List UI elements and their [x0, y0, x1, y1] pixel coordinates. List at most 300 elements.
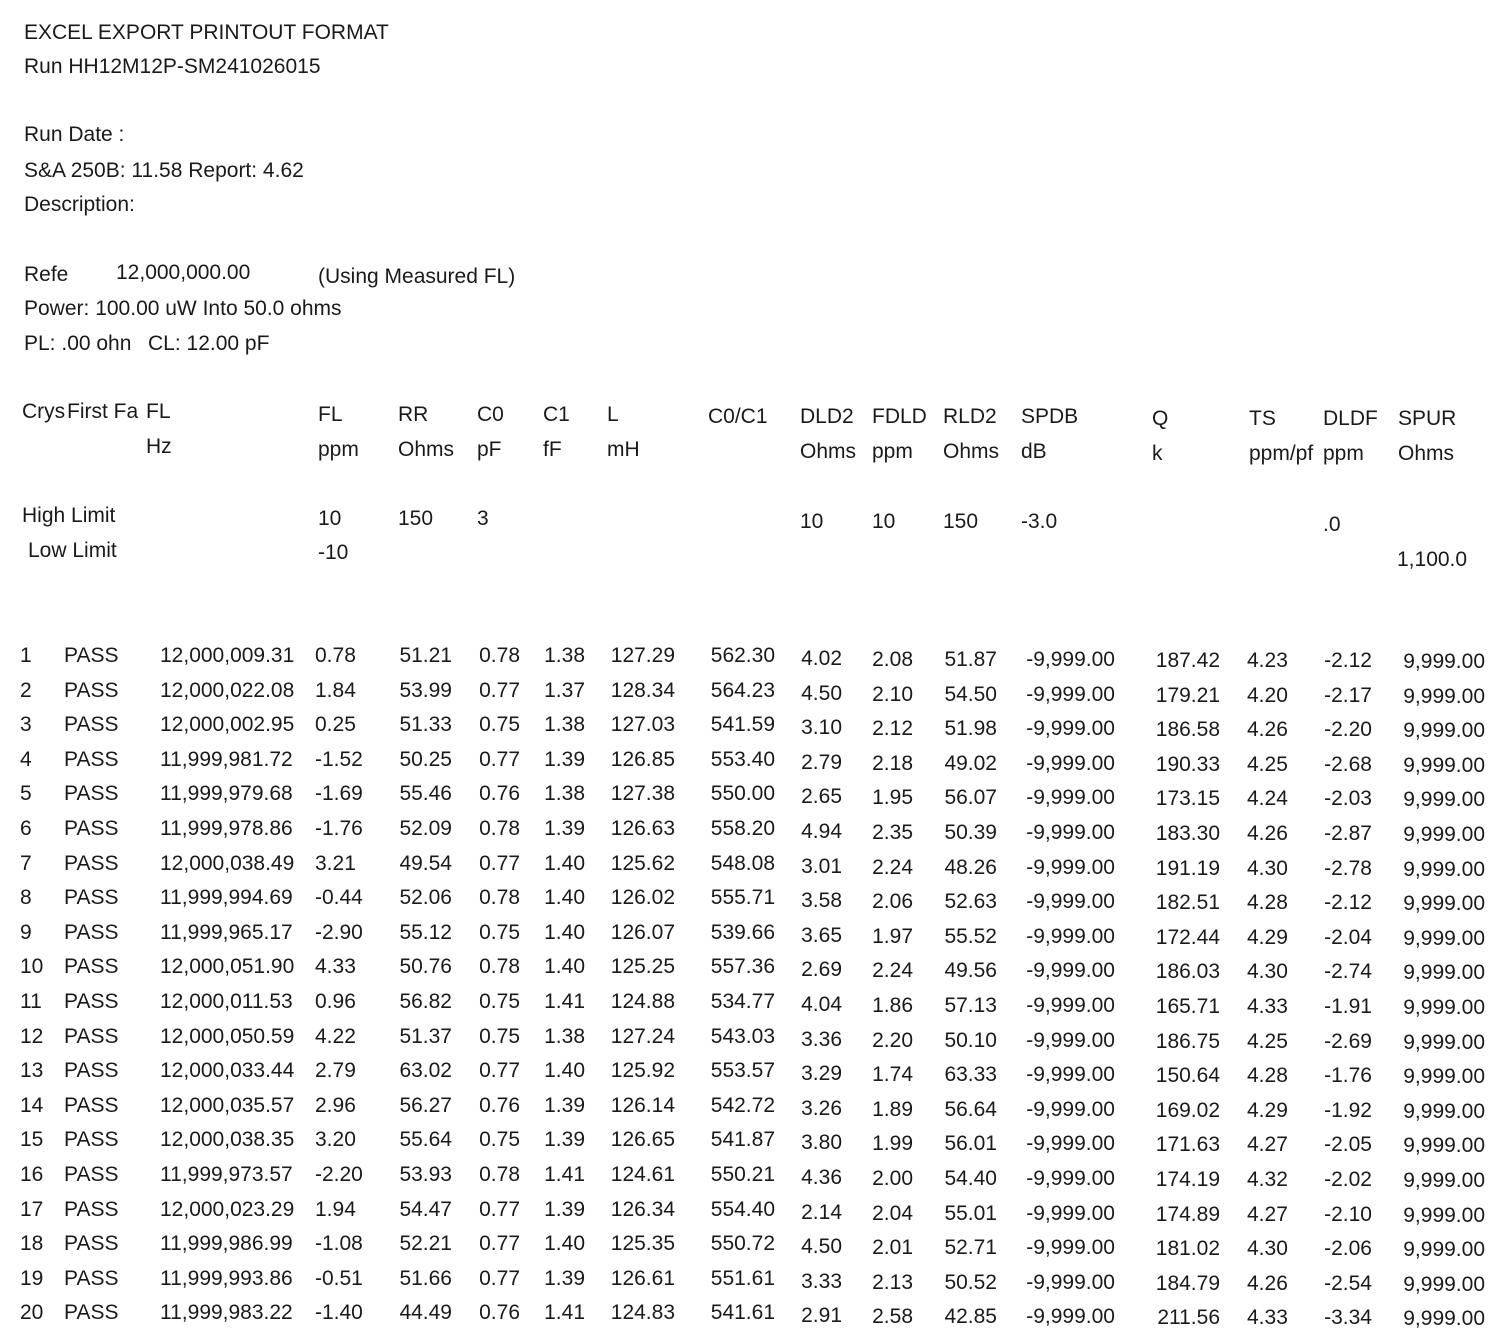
cell-spdb: -9,999.00: [1026, 994, 1115, 1017]
cell-c1: 1.39: [544, 1197, 585, 1221]
cell-c1: 1.37: [544, 678, 585, 702]
cell-c0: 0.78: [479, 955, 520, 979]
low-limit-fl-ppm: -10: [318, 541, 349, 564]
cell-crystal: 19: [20, 1266, 44, 1290]
cell-ts: 4.30: [1247, 1237, 1288, 1261]
cell-c1: 1.39: [544, 817, 585, 840]
cell-crystal: 11: [20, 990, 42, 1013]
cell-dld2: 3.10: [801, 716, 842, 740]
pl-info: PL: .00 ohn: [24, 332, 132, 355]
cell-rld2: 63.33: [944, 1063, 997, 1087]
cell-spur: 9,999.00: [1403, 1099, 1485, 1123]
low-limit-spur: 1,100.0: [1397, 548, 1468, 571]
cell-first-fail: PASS: [64, 1163, 119, 1186]
cell-fl-hz: 12,000,023.29: [160, 1197, 295, 1221]
cell-fdld: 2.58: [872, 1305, 913, 1329]
cell-c1: 1.40: [544, 851, 585, 875]
column-header-fl-ppm: FL: [318, 403, 343, 426]
run-id: Run HH12M12P-SM241026015: [24, 55, 321, 78]
cell-c1: 1.40: [544, 1232, 585, 1256]
column-header-fdld: FDLD: [872, 405, 927, 428]
cell-c0: 0.76: [479, 782, 520, 806]
cell-spur: 9,999.00: [1403, 719, 1485, 743]
cell-fdld: 2.00: [872, 1167, 913, 1190]
cell-q: 187.42: [1155, 649, 1220, 672]
cell-dldf: -2.68: [1324, 752, 1372, 776]
cell-fl-hz: 12,000,009.31: [160, 644, 295, 667]
cell-first-fail: PASS: [64, 920, 119, 944]
column-header-c0-c1: C0/C1: [708, 405, 768, 428]
cell-crystal: 2: [20, 678, 32, 702]
cell-q: 169.02: [1155, 1098, 1220, 1122]
cell-dld2: 3.36: [801, 1027, 842, 1051]
cell-fdld: 1.86: [872, 994, 913, 1017]
cell-dld2: 4.50: [801, 681, 842, 705]
cell-fl-ppm: 1.84: [315, 678, 356, 702]
cell-c1: 1.41: [544, 1163, 585, 1186]
cell-l: 126.63: [610, 817, 675, 840]
cell-c0-c1: 564.23: [710, 678, 775, 702]
cell-crystal: 14: [20, 1093, 44, 1117]
cell-dld2: 4.04: [801, 993, 842, 1016]
column-unit-spdb: dB: [1021, 440, 1047, 463]
cell-dld2: 2.69: [801, 958, 842, 982]
cell-rld2: 55.01: [944, 1201, 997, 1225]
cell-q: 171.63: [1155, 1133, 1220, 1157]
column-header-spur: SPUR: [1398, 407, 1457, 430]
high-limit-dld2: 10: [800, 510, 824, 533]
cell-spdb: -9,999.00: [1026, 924, 1115, 948]
cell-dld2: 3.65: [801, 923, 842, 947]
cell-crystal: 5: [20, 782, 32, 806]
column-unit-fl-hz: Hz: [146, 435, 172, 458]
cell-ts: 4.27: [1247, 1202, 1288, 1226]
cell-dld2: 3.26: [801, 1096, 842, 1120]
cell-q: 190.33: [1155, 752, 1220, 776]
cell-c1: 1.41: [544, 1301, 585, 1325]
cell-c0-c1: 550.21: [710, 1163, 775, 1186]
column-unit-dld2: Ohms: [800, 440, 857, 463]
cell-fdld: 2.04: [872, 1201, 913, 1225]
cell-dld2: 3.01: [801, 854, 842, 878]
reference-note: (Using Measured FL): [318, 265, 516, 288]
cell-c0: 0.77: [479, 1266, 520, 1290]
cell-dld2: 4.50: [801, 1235, 842, 1259]
cell-l: 125.35: [610, 1232, 675, 1256]
cell-q: 184.79: [1155, 1271, 1220, 1295]
cell-fl-hz: 12,000,033.44: [160, 1059, 295, 1083]
cell-ts: 4.26: [1247, 1271, 1288, 1295]
cell-first-fail: PASS: [64, 782, 119, 806]
cell-l: 124.88: [610, 990, 675, 1013]
cell-crystal: 3: [20, 713, 32, 737]
cell-first-fail: PASS: [64, 713, 119, 737]
high-limit-fl-ppm: 10: [318, 507, 342, 530]
cell-c0: 0.75: [479, 990, 520, 1013]
cell-c0-c1: 553.40: [710, 747, 775, 771]
cell-fdld: 1.95: [872, 786, 913, 810]
cell-crystal: 18: [20, 1232, 44, 1256]
cell-spdb: -9,999.00: [1026, 1063, 1115, 1087]
cell-first-fail: PASS: [64, 1197, 119, 1221]
cell-c0-c1: 553.57: [710, 1059, 775, 1083]
cell-ts: 4.25: [1247, 752, 1288, 776]
cell-l: 127.29: [610, 644, 675, 667]
cell-l: 125.62: [610, 851, 675, 875]
cell-ts: 4.28: [1247, 1064, 1288, 1088]
cell-spur: 9,999.00: [1403, 823, 1485, 846]
cell-ts: 4.27: [1247, 1133, 1288, 1157]
cell-fl-hz: 12,000,038.49: [160, 851, 295, 875]
cell-fl-ppm: -1.69: [315, 782, 363, 806]
cell-first-fail: PASS: [64, 886, 119, 910]
cell-dldf: -2.17: [1324, 683, 1372, 707]
cell-c0: 0.78: [479, 644, 520, 667]
high-limit-c0: 3: [477, 507, 489, 530]
cell-c1: 1.39: [544, 747, 585, 771]
cell-first-fail: PASS: [64, 1232, 119, 1256]
cell-c0: 0.76: [479, 1093, 520, 1117]
cell-spdb: -9,999.00: [1026, 959, 1115, 983]
cell-fl-hz: 11,999,978.86: [160, 817, 293, 840]
cell-dldf: -2.10: [1324, 1202, 1372, 1226]
cell-c0-c1: 542.72: [710, 1093, 775, 1117]
cell-spur: 9,999.00: [1403, 1134, 1485, 1158]
cell-c1: 1.39: [544, 1093, 585, 1117]
cell-dldf: -2.69: [1324, 1029, 1372, 1053]
cell-spdb: -9,999.00: [1026, 1132, 1115, 1156]
cell-fdld: 2.24: [872, 959, 913, 983]
column-header-q: Q: [1152, 407, 1169, 430]
reference-value: 12,000,000.00: [116, 261, 251, 284]
cell-rr: 63.02: [399, 1059, 452, 1083]
cell-c0-c1: 541.87: [710, 1128, 775, 1152]
cell-fl-hz: 11,999,983.22: [160, 1301, 293, 1325]
run-date: Run Date :: [24, 123, 125, 146]
cell-spur: 9,999.00: [1403, 1238, 1485, 1262]
cell-spur: 9,999.00: [1403, 1272, 1485, 1296]
column-header-rld2: RLD2: [943, 405, 997, 428]
cell-c0: 0.78: [479, 1163, 520, 1186]
cell-c0: 0.77: [479, 1059, 520, 1083]
cell-fl-hz: 11,999,986.99: [160, 1232, 293, 1256]
cell-q: 174.19: [1155, 1168, 1220, 1191]
cell-c1: 1.40: [544, 886, 585, 910]
cell-fdld: 2.10: [872, 682, 913, 706]
cell-q: 172.44: [1155, 925, 1220, 949]
cell-rld2: 49.02: [944, 751, 997, 775]
cell-fl-hz: 11,999,973.57: [160, 1163, 293, 1186]
column-unit-rld2: Ohms: [943, 440, 1000, 463]
cell-l: 126.85: [610, 747, 675, 771]
cell-q: 150.64: [1155, 1064, 1220, 1088]
cell-crystal: 7: [20, 851, 32, 875]
cell-c0: 0.77: [479, 1197, 520, 1221]
cell-spdb: -9,999.00: [1026, 682, 1115, 706]
cell-fl-ppm: 0.25: [315, 713, 356, 737]
cell-first-fail: PASS: [64, 1059, 119, 1083]
cell-first-fail: PASS: [64, 851, 119, 875]
cell-rr: 49.54: [399, 851, 452, 875]
cell-fl-ppm: 0.96: [315, 990, 356, 1013]
high-limit-fdld: 10: [872, 510, 896, 533]
cell-first-fail: PASS: [64, 1128, 119, 1152]
cell-q: 179.21: [1155, 683, 1220, 707]
cell-rld2: 50.10: [944, 1028, 997, 1052]
cell-rr: 52.06: [399, 886, 452, 910]
cell-dld2: 2.14: [801, 1200, 842, 1224]
cell-fdld: 2.13: [872, 1270, 913, 1294]
cell-rld2: 55.52: [944, 924, 997, 948]
cell-fdld: 1.89: [872, 1097, 913, 1121]
cell-l: 126.02: [610, 886, 675, 910]
cell-fl-ppm: 4.22: [315, 1024, 356, 1048]
cell-fdld: 2.35: [872, 821, 913, 844]
cell-l: 126.07: [610, 920, 675, 944]
cell-spdb: -9,999.00: [1026, 1167, 1115, 1190]
cell-fdld: 2.24: [872, 855, 913, 879]
cell-fdld: 2.20: [872, 1028, 913, 1052]
cell-q: 181.02: [1155, 1237, 1220, 1261]
cell-spur: 9,999.00: [1403, 857, 1485, 881]
cell-c0: 0.77: [479, 747, 520, 771]
cell-crystal: 4: [20, 747, 32, 771]
cell-dldf: -2.02: [1324, 1168, 1372, 1191]
cell-ts: 4.23: [1247, 649, 1288, 672]
cell-q: 182.51: [1155, 891, 1220, 915]
cell-c0: 0.75: [479, 713, 520, 737]
cell-fl-ppm: 1.94: [315, 1197, 356, 1221]
cell-fl-ppm: 2.79: [315, 1059, 356, 1083]
cell-crystal: 1: [20, 644, 32, 667]
cell-fdld: 2.01: [872, 1236, 913, 1260]
cell-c0-c1: 554.40: [710, 1197, 775, 1221]
cell-l: 124.83: [610, 1301, 675, 1325]
cell-fl-ppm: -2.90: [315, 920, 363, 944]
cell-first-fail: PASS: [64, 644, 119, 667]
cell-first-fail: PASS: [64, 1301, 119, 1325]
cell-rld2: 50.52: [944, 1270, 997, 1294]
cell-rld2: 49.56: [944, 959, 997, 983]
cell-first-fail: PASS: [64, 747, 119, 771]
cell-rld2: 56.01: [944, 1132, 997, 1156]
cell-c0-c1: 557.36: [710, 955, 775, 979]
cell-c0: 0.77: [479, 851, 520, 875]
cell-crystal: 9: [20, 920, 32, 944]
cell-rld2: 52.63: [944, 890, 997, 914]
column-unit-ts: ppm/pf: [1249, 442, 1314, 465]
cell-c1: 1.39: [544, 1266, 585, 1290]
cell-q: 186.75: [1155, 1029, 1220, 1053]
cell-l: 127.38: [610, 782, 675, 806]
cell-spur: 9,999.00: [1403, 1203, 1485, 1227]
cell-rld2: 42.85: [944, 1305, 997, 1329]
cell-crystal: 13: [20, 1059, 44, 1083]
cell-spur: 9,999.00: [1403, 892, 1485, 916]
cell-spur: 9,999.00: [1403, 788, 1485, 812]
cell-fl-hz: 11,999,979.68: [160, 782, 293, 806]
cell-rld2: 48.26: [944, 855, 997, 879]
cell-rr: 55.64: [399, 1128, 452, 1152]
cell-first-fail: PASS: [64, 1266, 119, 1290]
cell-ts: 4.29: [1247, 925, 1288, 949]
cell-dldf: -1.92: [1324, 1098, 1372, 1122]
column-header-crystal: Crys: [22, 400, 66, 423]
cell-spdb: -9,999.00: [1026, 890, 1115, 914]
cell-c1: 1.41: [544, 990, 585, 1013]
cell-first-fail: PASS: [64, 817, 119, 840]
cell-fdld: 2.06: [872, 890, 913, 914]
report-title: EXCEL EXPORT PRINTOUT FORMAT: [24, 21, 389, 44]
cell-c0-c1: 534.77: [710, 990, 775, 1013]
cell-dldf: -2.04: [1324, 925, 1372, 949]
cell-fl-ppm: 3.20: [315, 1128, 356, 1152]
cl-info: CL: 12.00 pF: [148, 332, 270, 355]
cell-rr: 51.66: [399, 1266, 452, 1290]
cell-c0-c1: 548.08: [710, 851, 775, 875]
cell-l: 125.92: [610, 1059, 675, 1083]
reference-label: Refe: [24, 263, 69, 286]
column-unit-fdld: ppm: [872, 440, 913, 463]
cell-spur: 9,999.00: [1403, 926, 1485, 950]
cell-spdb: -9,999.00: [1026, 1201, 1115, 1225]
cell-c1: 1.38: [544, 713, 585, 737]
column-unit-dldf: ppm: [1323, 442, 1364, 465]
low-limit-label: Low Limit: [28, 539, 117, 562]
cell-dldf: -1.76: [1324, 1064, 1372, 1088]
cell-rld2: 56.64: [944, 1097, 997, 1121]
cell-dldf: -2.20: [1324, 718, 1372, 742]
cell-ts: 4.25: [1247, 1029, 1288, 1053]
cell-dld2: 2.79: [801, 750, 842, 774]
cell-fl-ppm: 0.78: [315, 644, 356, 667]
cell-first-fail: PASS: [64, 955, 119, 979]
cell-dld2: 4.02: [801, 647, 842, 670]
cell-c0: 0.75: [479, 920, 520, 944]
cell-crystal: 8: [20, 886, 32, 910]
cell-c0: 0.77: [479, 1232, 520, 1256]
cell-rld2: 52.71: [944, 1236, 997, 1260]
column-header-fl-hz: FL: [146, 400, 171, 423]
column-header-c0: C0: [477, 403, 504, 426]
cell-dld2: 2.65: [801, 785, 842, 809]
cell-first-fail: PASS: [64, 1024, 119, 1048]
column-unit-fl-ppm: ppm: [318, 438, 359, 461]
high-limit-label: High Limit: [22, 504, 116, 527]
cell-dld2: 3.80: [801, 1131, 842, 1155]
column-header-ts: TS: [1249, 407, 1276, 430]
cell-c0-c1: 558.20: [710, 817, 775, 840]
cell-ts: 4.26: [1247, 718, 1288, 742]
cell-l: 124.61: [610, 1163, 675, 1186]
cell-spdb: -9,999.00: [1026, 821, 1115, 844]
cell-ts: 4.26: [1247, 822, 1288, 845]
cell-fl-ppm: 3.21: [315, 851, 356, 875]
cell-c0: 0.76: [479, 1301, 520, 1325]
column-header-dldf: DLDF: [1323, 407, 1378, 430]
cell-dldf: -2.74: [1324, 960, 1372, 984]
cell-fl-hz: 11,999,993.86: [160, 1266, 293, 1290]
cell-dldf: -1.91: [1324, 995, 1372, 1018]
cell-q: 191.19: [1155, 856, 1220, 880]
cell-spdb: -9,999.00: [1026, 1028, 1115, 1052]
cell-rr: 50.76: [399, 955, 452, 979]
cell-fl-hz: 12,000,011.53: [160, 990, 293, 1013]
cell-spur: 9,999.00: [1403, 961, 1485, 985]
cell-dldf: -3.34: [1324, 1306, 1372, 1330]
cell-rld2: 54.40: [944, 1167, 997, 1190]
cell-crystal: 6: [20, 817, 32, 840]
cell-rld2: 50.39: [944, 821, 997, 844]
cell-fl-hz: 12,000,002.95: [160, 713, 295, 737]
column-unit-c0: pF: [477, 438, 502, 461]
cell-c1: 1.40: [544, 1059, 585, 1083]
cell-dldf: -2.78: [1324, 856, 1372, 880]
cell-fl-hz: 11,999,965.17: [160, 920, 293, 944]
cell-dldf: -2.06: [1324, 1237, 1372, 1261]
cell-rr: 52.09: [399, 817, 452, 840]
cell-c1: 1.38: [544, 644, 585, 667]
cell-l: 128.34: [610, 678, 675, 702]
cell-q: 183.30: [1155, 822, 1220, 845]
cell-c1: 1.38: [544, 1024, 585, 1048]
cell-c0-c1: 562.30: [710, 644, 775, 667]
cell-q: 186.58: [1155, 718, 1220, 742]
cell-spur: 9,999.00: [1403, 996, 1485, 1019]
cell-spur: 9,999.00: [1403, 1065, 1485, 1089]
cell-ts: 4.28: [1247, 891, 1288, 915]
high-limit-rld2: 150: [943, 510, 979, 533]
cell-rld2: 57.13: [944, 994, 997, 1017]
cell-c1: 1.39: [544, 1128, 585, 1152]
version-info: S&A 250B: 11.58 Report: 4.62: [24, 159, 304, 182]
cell-c0-c1: 543.03: [710, 1024, 775, 1048]
cell-l: 127.24: [610, 1024, 675, 1048]
cell-c0-c1: 541.59: [710, 713, 775, 737]
column-unit-rr: Ohms: [398, 438, 455, 461]
cell-l: 126.14: [610, 1093, 675, 1117]
cell-rr: 54.47: [399, 1197, 452, 1221]
cell-fl-ppm: -1.08: [315, 1232, 363, 1256]
cell-dldf: -2.12: [1324, 891, 1372, 915]
cell-crystal: 17: [20, 1197, 44, 1221]
cell-spur: 9,999.00: [1403, 1169, 1485, 1192]
cell-c0: 0.75: [479, 1128, 520, 1152]
cell-rr: 53.93: [399, 1163, 452, 1186]
power-info: Power: 100.00 uW Into 50.0 ohms: [24, 297, 342, 320]
cell-fdld: 2.18: [872, 751, 913, 775]
cell-rr: 56.27: [399, 1093, 452, 1117]
cell-q: 174.89: [1155, 1202, 1220, 1226]
cell-crystal: 15: [20, 1128, 44, 1152]
column-header-l: L: [607, 403, 619, 426]
cell-fdld: 2.08: [872, 648, 913, 671]
cell-ts: 4.30: [1247, 856, 1288, 880]
cell-rr: 53.99: [399, 678, 452, 702]
cell-ts: 4.30: [1247, 960, 1288, 984]
cell-dldf: -2.05: [1324, 1133, 1372, 1157]
cell-rr: 55.12: [399, 920, 452, 944]
cell-c0: 0.75: [479, 1024, 520, 1048]
cell-dld2: 3.29: [801, 1062, 842, 1086]
cell-c1: 1.40: [544, 920, 585, 944]
cell-fdld: 1.74: [872, 1063, 913, 1087]
cell-fl-ppm: -0.51: [315, 1266, 363, 1290]
cell-q: 173.15: [1155, 787, 1220, 811]
cell-first-fail: PASS: [64, 678, 119, 702]
cell-q: 186.03: [1155, 960, 1220, 984]
column-unit-c1: fF: [543, 438, 562, 461]
